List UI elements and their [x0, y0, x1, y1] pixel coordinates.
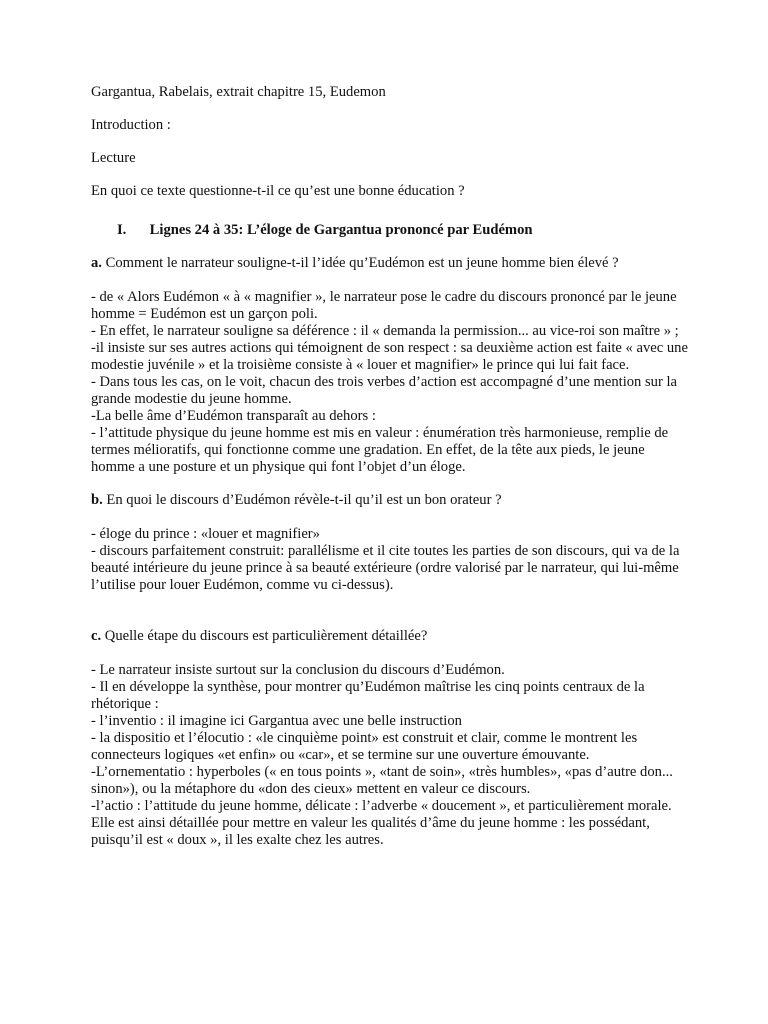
- question-b-letter: b.: [91, 492, 103, 508]
- question-a-letter: a.: [91, 255, 102, 271]
- list-item: - la dispositio et l’élocutio : «le cinquième point» est construit et clair, comme le montrent les connecteurs logiques «et enfin» ou «car», et se termine sur une ouverture émouvante.: [91, 730, 638, 763]
- answer-a-list: [91, 289, 691, 476]
- list-item: - l’inventio : il imagine ici Gargantua avec une belle instruction: [91, 713, 462, 729]
- list-item: -L’ornementatio : hyperboles (« en tous points », «tant de soin», «très humbles», «pas d’autre don... sinon»), ou la métaphore du «don des cieux» mettent en valeur ce discours.: [91, 764, 673, 797]
- list-item: -il insiste sur ses autres actions qui témoignent de son respect : sa deuxième action est faite « avec une modestie juvénile » et la troisième consiste à « louer et magnifier» le prince qui lui fait face.: [91, 340, 688, 373]
- question-a-text: Comment le narrateur souligne-t-il l’idée qu’Eudémon est un jeune homme bien élevé ?: [105, 255, 619, 271]
- list-item: - éloge du prince : «louer et magnifier»: [91, 526, 320, 542]
- question-c-letter: c.: [91, 628, 102, 644]
- introduction-heading: Introduction :: [91, 117, 171, 133]
- list-item: - Dans tous les cas, on le voit, chacun des trois verbes d’action est accompagné d’une mention sur la grande modestie du jeune homme.: [91, 374, 678, 407]
- list-item: - En effet, le narrateur souligne sa déférence : il « demanda la permission... au vice-roi son maître » ;: [91, 323, 679, 339]
- section-1-title: [91, 222, 691, 239]
- section-1-number: I.: [117, 222, 127, 238]
- answer-c-list: [91, 662, 691, 849]
- question-a: [91, 255, 691, 272]
- list-item: - l’attitude physique du jeune homme est mis en valeur : énumération très harmonieuse, remplie de termes mélioratifs, qui fonctionne comme une gradation. En effet, de la tête aux pieds, le jeune homme a une posture et un physique qui font l’objet d’un éloge.: [91, 425, 669, 475]
- question-b: [91, 492, 691, 509]
- list-item: -La belle âme d’Eudémon transparaît au dehors :: [91, 408, 376, 424]
- list-item: - discours parfaitement construit: parallélisme et il cite toutes les parties de son discours, qui va de la beauté intérieure du jeune prince à sa beauté extérieure (ordre valorisé par le narrateur, qui lui-même l’utilise pour louer Eudémon, comme vu ci-dessus).: [91, 543, 680, 593]
- document-title: Gargantua, Rabelais, extrait chapitre 15, Eudemon: [91, 84, 386, 100]
- question-c-text: Quelle étape du discours est particulièrement détaillée?: [104, 628, 428, 644]
- question-b-text: En quoi le discours d’Eudémon révèle-t-il qu’il est un bon orateur ?: [106, 492, 502, 508]
- list-item: - Le narrateur insiste surtout sur la conclusion du discours d’Eudémon.: [91, 662, 505, 678]
- question-c: [91, 628, 691, 645]
- problematique: En quoi ce texte questionne-t-il ce qu’est une bonne éducation ?: [91, 183, 465, 199]
- list-item: -l’actio : l’attitude du jeune homme, délicate : l’adverbe « doucement », et particulièrement morale. Elle est ainsi détaillée pour mettre en valeur les qualités d’âme du jeune homme : les possédant, puisqu’il est « doux », il les exalte chez les autres.: [91, 798, 672, 848]
- lecture-heading: Lecture: [91, 150, 136, 166]
- list-item: - de « Alors Eudémon « à « magnifier », le narrateur pose le cadre du discours prononcé par le jeune homme = Eudémon est un garçon poli.: [91, 289, 677, 322]
- section-1-label: Lignes 24 à 35: L’éloge de Gargantua prononcé par Eudémon: [149, 222, 533, 238]
- list-item: - Il en développe la synthèse, pour montrer qu’Eudémon maîtrise les cinq points centraux de la rhétorique :: [91, 679, 645, 712]
- document-page: [91, 84, 691, 849]
- answer-b-list: [91, 526, 691, 594]
